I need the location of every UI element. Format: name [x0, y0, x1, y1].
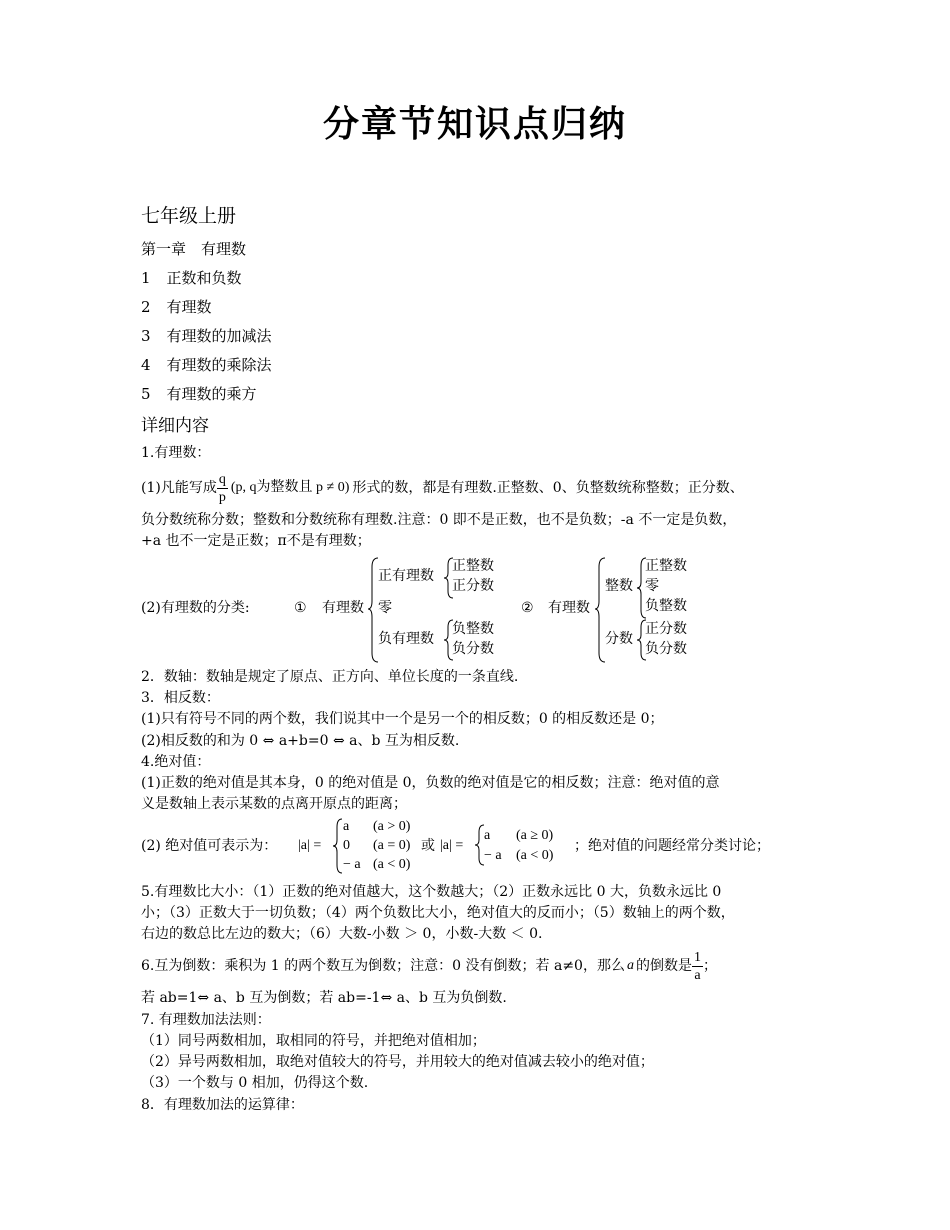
toc-number: 1: [141, 269, 151, 287]
toc-label: 有理数的加减法: [166, 327, 272, 345]
toc-item: [141, 384, 257, 404]
fraction-q-over-p: [217, 471, 228, 506]
positive-integer: 正整数: [645, 558, 687, 574]
case-condition: (a ≥ 0): [516, 828, 554, 843]
section-7-line1: （1）同号两数相加，取相同的符号，并把绝对值相加；: [141, 1033, 486, 1049]
section-7-line2: （2）异号两数相加，取绝对值较大的符号，并用较大的绝对值减去较小的绝对值；: [141, 1054, 654, 1070]
classification-1-mark: ①: [294, 600, 307, 616]
positive-integer: 正整数: [452, 558, 494, 574]
zero: 零: [645, 578, 659, 594]
s6-end: ；: [702, 958, 717, 974]
s6-mid: 的倒数是: [635, 958, 692, 974]
or-text: 或: [421, 838, 435, 854]
toc-label: 有理数: [166, 298, 212, 316]
toc-number: 2: [141, 298, 151, 316]
p1-prefix: (1)凡能写成: [141, 480, 217, 496]
section-6-line1: [141, 945, 717, 987]
zero: 零: [378, 600, 392, 616]
negative-rational: 负有理数: [378, 631, 434, 647]
negative-integer: 负整数: [452, 621, 494, 637]
p1-rest: 形式的数，都是有理数.正整数、0、负整数统称整数；正分数、: [352, 480, 744, 496]
fraction-numerator: 1: [693, 949, 701, 965]
variable-a: a: [626, 958, 634, 973]
section-6-line2: 若 ab=1⇔ a、b 互为倒数；若 ab=-1⇔ a、b 互为负倒数.: [141, 990, 507, 1006]
classification-label: (2)有理数的分类:: [141, 600, 250, 616]
toc-label: 正数和负数: [166, 269, 242, 287]
positive-fraction: 正分数: [645, 621, 687, 637]
section-5-line2: 小；（3）正数大于一切负数；（4）两个负数比大小，绝对值大的反而小；（5）数轴上的两个数，: [141, 905, 735, 921]
toc-number: 4: [141, 356, 151, 374]
section-2: 2．数轴：数轴是规定了原点、正方向、单位长度的一条直线.: [141, 669, 519, 685]
abs-lhs-1: |a| =: [298, 838, 322, 853]
abs-lhs-2: |a| =: [440, 838, 464, 853]
toc-item: [141, 355, 272, 375]
section-1-p1-line2: 负分数统称分数；整数和分数统称有理数.注意：0 即不是正数，也不是负数；-a 不一定是负数，: [141, 512, 737, 528]
toc-number: 5: [141, 385, 151, 403]
p1-condition: (p, q为整数且 p ≠ 0): [230, 480, 350, 495]
formula-suffix: ；绝对值的问题经常分类讨论；: [574, 838, 770, 854]
toc-label: 有理数的乘除法: [166, 356, 272, 374]
negative-integer: 负整数: [645, 598, 687, 614]
fraction: 分数: [605, 631, 633, 647]
toc-label: 有理数的乘方: [166, 385, 257, 403]
case-value: − a: [343, 857, 361, 872]
s6-text: 6.互为倒数：乘积为 1 的两个数互为倒数；注意：0 没有倒数；若 a≠0，那么: [141, 958, 625, 974]
chapter-heading: 第一章 有理数: [141, 240, 247, 258]
toc-item: [141, 326, 272, 346]
section-3-heading: 3．相反数：: [141, 690, 220, 706]
formula-prefix: (2) 绝对值可表示为：: [141, 838, 278, 854]
section-7-line3: （3）一个数与 0 相加，仍得这个数.: [141, 1075, 369, 1091]
grade-heading: 七年级上册: [141, 205, 237, 227]
fraction-denominator: a: [694, 967, 701, 983]
section-4-heading: 4.绝对值：: [141, 754, 211, 770]
case-condition: (a > 0): [373, 819, 411, 834]
negative-fraction: 负分数: [452, 641, 494, 657]
fraction-numerator: q: [218, 471, 226, 487]
section-1-p1-line3: +a 也不一定是正数；π不是有理数；: [141, 533, 371, 549]
section-3-line1: (1)只有符号不同的两个数，我们说其中一个是另一个的相反数；0 的相反数还是 0；: [141, 711, 664, 727]
toc-item: [141, 268, 242, 288]
section-7-heading: 7. 有理数加法法则：: [141, 1012, 271, 1028]
toc-number: 3: [141, 327, 151, 345]
case-value: a: [484, 828, 491, 843]
case-condition: (a = 0): [373, 838, 411, 853]
classification-2-root: 有理数: [548, 600, 590, 616]
negative-fraction: 负分数: [645, 641, 687, 657]
section-3-line2: (2)相反数的和为 0 ⇔ a+b=0 ⇔ a、b 互为相反数.: [141, 733, 460, 749]
case-value: 0: [343, 838, 350, 853]
page-title: 分章节知识点归纳: [322, 103, 627, 145]
section-1-heading: 1.有理数：: [141, 445, 211, 461]
section-1-p1-line1: [141, 466, 744, 510]
section-8-heading: 8．有理数加法的运算律：: [141, 1097, 304, 1113]
section-4-line2: 义是数轴上表示某数的点离开原点的距离；: [141, 796, 407, 812]
integer: 整数: [605, 578, 633, 594]
case-condition: (a < 0): [516, 848, 554, 863]
detail-heading: 详细内容: [141, 416, 209, 436]
section-4-line1: (1)正数的绝对值是其本身，0 的绝对值是 0，负数的绝对值是它的相反数；注意：绝对值的意: [141, 775, 720, 791]
positive-rational: 正有理数: [378, 568, 434, 584]
positive-fraction: 正分数: [452, 578, 494, 594]
section-5-line1: 5.有理数比大小：（1）正数的绝对值越大，这个数越大；（2）正数永远比 0 大，负数永远比 0: [141, 884, 722, 900]
classification-2-mark: ②: [521, 600, 534, 616]
fraction-1-over-a: [692, 949, 703, 984]
case-condition: (a < 0): [373, 857, 411, 872]
classification-1-root: 有理数: [322, 600, 364, 616]
section-5-line3: 右边的数总比左边的数大；（6）大数-小数 ＞ 0，小数-大数 ＜ 0.: [141, 926, 543, 942]
fraction-denominator: p: [218, 489, 226, 505]
case-value: a: [343, 819, 350, 834]
toc-item: [141, 297, 212, 317]
case-value: − a: [484, 848, 502, 863]
